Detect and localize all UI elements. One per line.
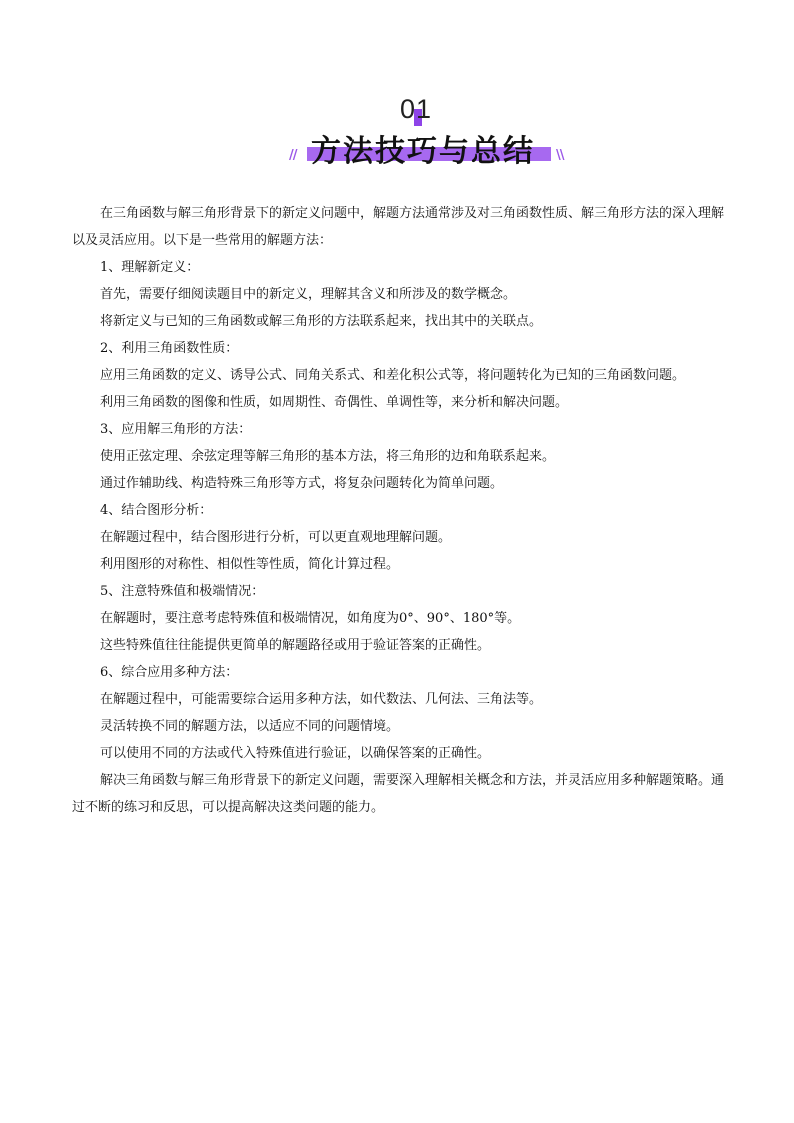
method-heading: 3、应用解三角形的方法： <box>100 422 252 437</box>
method-item: 通过作辅助线、构造特殊三角形等方式，将复杂问题转化为简单问题。 <box>100 476 504 491</box>
section-title: 方法技巧与总结 <box>311 134 535 169</box>
method-heading: 6、综合应用多种方法： <box>100 665 239 680</box>
method-item: 在解题过程中，结合图形进行分析，可以更直观地理解问题。 <box>100 530 452 545</box>
section-header <box>0 0 794 175</box>
method-heading: 4、结合图形分析： <box>100 503 213 518</box>
section-number: 01 <box>400 94 433 124</box>
article-body <box>72 200 727 821</box>
method-item: 应用三角函数的定义、诱导公式、同角关系式、和差化积公式等，将问题转化为已知的三角函数问题。 <box>100 368 686 383</box>
method-item: 在解题时，要注意考虑特殊值和极端情况，如角度为0°、90°、180°等。 <box>100 611 521 626</box>
method-item: 灵活转换不同的解题方法，以适应不同的问题情境。 <box>100 719 400 734</box>
method-item: 在解题过程中，可能需要综合运用多种方法，如代数法、几何法、三角法等。 <box>100 692 543 707</box>
right-slash-decoration: \\ <box>556 148 564 163</box>
method-item: 首先，需要仔细阅读题目中的新定义，理解其含义和所涉及的数学概念。 <box>100 287 517 302</box>
method-item: 使用正弦定理、余弦定理等解三角形的基本方法，将三角形的边和角联系起来。 <box>100 449 556 464</box>
method-item: 这些特殊值往往能提供更简单的解题路径或用于验证答案的正确性。 <box>100 638 491 653</box>
method-item: 将新定义与已知的三角函数或解三角形的方法联系起来，找出其中的关联点。 <box>100 314 543 329</box>
method-item: 可以使用不同的方法或代入特殊值进行验证，以确保答案的正确性。 <box>100 746 491 761</box>
method-heading: 1、理解新定义： <box>100 260 200 275</box>
left-slash-decoration: // <box>289 148 297 163</box>
method-heading: 5、注意特殊值和极端情况： <box>100 584 265 599</box>
conclusion-paragraph: 解决三角函数与解三角形背景下的新定义问题，需要深入理解相关概念和方法，并灵活应用多种解题策略。通过不断的练习和反思，可以提高解决这类问题的能力。 <box>72 773 725 815</box>
method-heading: 2、利用三角函数性质： <box>100 341 239 356</box>
method-item: 利用三角函数的图像和性质，如周期性、奇偶性、单调性等，来分析和解决问题。 <box>100 395 569 410</box>
intro-paragraph: 在三角函数与解三角形背景下的新定义问题中，解题方法通常涉及对三角函数性质、解三角形方法的深入理解以及灵活应用。以下是一些常用的解题方法： <box>72 206 725 248</box>
method-item: 利用图形的对称性、相似性等性质，简化计算过程。 <box>100 557 400 572</box>
